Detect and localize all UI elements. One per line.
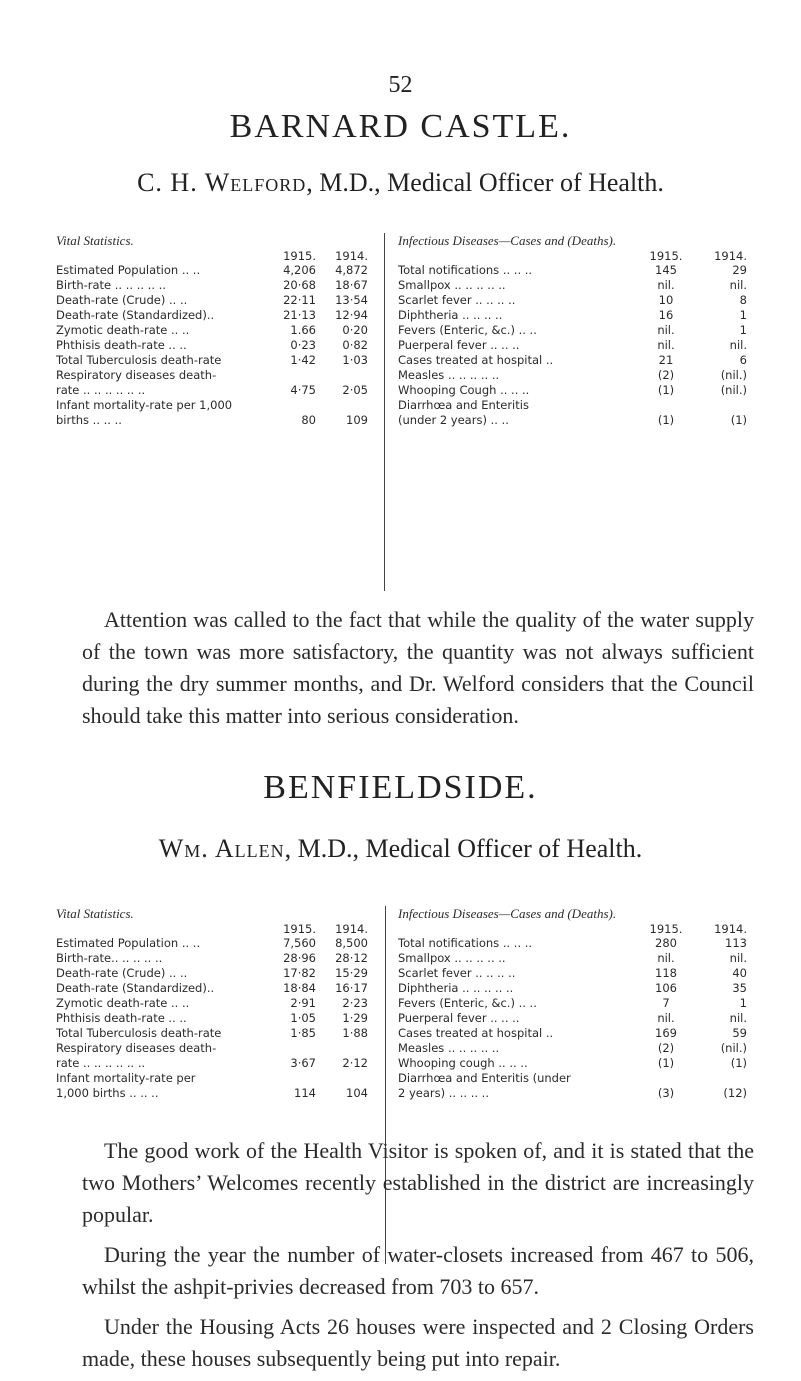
row-label: Total notifications .. .. .. xyxy=(398,263,533,277)
value-1914: 109 xyxy=(346,413,368,427)
year-header-row xyxy=(56,249,368,263)
row-label: Phthisis death-rate .. .. xyxy=(56,1011,187,1025)
table-row xyxy=(56,353,368,368)
table-row xyxy=(398,338,747,353)
value-1915: 106 xyxy=(655,981,677,995)
year-header-row xyxy=(398,249,747,263)
table-row xyxy=(56,293,368,308)
value-1915: 118 xyxy=(655,966,677,980)
value-1915: 1·42 xyxy=(290,353,316,367)
section-title-benfieldside: BENFIELDSIDE. xyxy=(263,769,538,806)
row-label: Total Tuberculosis death-rate xyxy=(56,353,222,367)
row-label: rate .. .. .. .. .. .. xyxy=(56,383,146,397)
value-1914: (12) xyxy=(723,1086,747,1100)
officer-title: , M.D., Medical Officer of Health. xyxy=(306,168,664,197)
officer-line-barnard-castle xyxy=(0,168,801,198)
table-row xyxy=(56,413,368,428)
value-1914: 2·23 xyxy=(342,996,368,1010)
row-label: Puerperal fever .. .. .. xyxy=(398,338,520,352)
value-1915: 0·23 xyxy=(290,338,316,352)
value-1915: (2) xyxy=(657,368,675,382)
value-1915: 1·05 xyxy=(290,1011,316,1025)
table-row xyxy=(398,1041,747,1056)
value-1915: 20·68 xyxy=(283,278,316,292)
row-label: Diarrhœa and Enteritis (under xyxy=(398,1071,571,1085)
value-1914: nil. xyxy=(729,1011,747,1025)
row-label: Diphtheria .. .. .. .. xyxy=(398,308,503,322)
row-label: Smallpox .. .. .. .. .. xyxy=(398,278,506,292)
row-label: 1,000 births .. .. .. xyxy=(56,1086,159,1100)
table-row xyxy=(398,353,747,368)
year-1915-header: 1915. xyxy=(283,249,316,263)
value-1914: (nil.) xyxy=(720,383,747,397)
table-row xyxy=(56,966,368,981)
value-1914: (nil.) xyxy=(720,1041,747,1055)
year-header-row xyxy=(56,922,368,936)
year-header-row xyxy=(398,922,747,936)
value-1914: 2·05 xyxy=(342,383,368,397)
table-row xyxy=(398,398,747,413)
vital-statistics-table xyxy=(56,233,368,428)
table-row xyxy=(56,936,368,951)
value-1915: (2) xyxy=(657,1041,675,1055)
value-1914: 35 xyxy=(732,981,747,995)
table-row xyxy=(56,1071,368,1086)
row-label: Smallpox .. .. .. .. .. xyxy=(398,951,506,965)
year-1915-header: 1915. xyxy=(649,922,683,936)
value-1915: 280 xyxy=(655,936,677,950)
table-row xyxy=(56,981,368,996)
table-caption: Vital Statistics. xyxy=(56,906,134,921)
row-label: Scarlet fever .. .. .. .. xyxy=(398,293,516,307)
table-row xyxy=(398,1026,747,1041)
value-1915: 1·85 xyxy=(290,1026,316,1040)
value-1914: 0·20 xyxy=(342,323,368,337)
value-1915: 2·91 xyxy=(290,996,316,1010)
row-label: Birth-rate.. .. .. .. .. xyxy=(56,951,163,965)
value-1915: 21·13 xyxy=(283,308,316,322)
vital-statistics-table xyxy=(56,906,368,1101)
officer-name: C. H. Welford xyxy=(137,168,307,197)
value-1914: 29 xyxy=(732,263,747,277)
row-label: Zymotic death-rate .. .. xyxy=(56,323,190,337)
table-row xyxy=(398,278,747,293)
paragraph-housing-acts xyxy=(82,1311,754,1375)
value-1915: 4·75 xyxy=(290,383,316,397)
value-1915: nil. xyxy=(657,278,675,292)
value-1914: 113 xyxy=(725,936,747,950)
table-row xyxy=(56,951,368,966)
value-1914: 4,872 xyxy=(335,263,368,277)
table-row xyxy=(398,1056,747,1071)
row-label: rate .. .. .. .. .. .. xyxy=(56,1056,146,1070)
table-row xyxy=(56,1086,368,1101)
table-row xyxy=(56,1026,368,1041)
table-row xyxy=(56,278,368,293)
officer-title: , M.D., Medical Officer of Health. xyxy=(284,834,643,863)
year-1914-header: 1914. xyxy=(714,249,747,263)
row-label: Puerperal fever .. .. .. xyxy=(398,1011,520,1025)
year-1915-header: 1915. xyxy=(649,249,683,263)
table-row xyxy=(398,951,747,966)
row-label: Estimated Population .. .. xyxy=(56,263,201,277)
column-divider xyxy=(384,233,385,591)
row-label: Scarlet fever .. .. .. .. xyxy=(398,966,516,980)
value-1914: 28·12 xyxy=(335,951,368,965)
table-row xyxy=(56,308,368,323)
table-row xyxy=(398,1011,747,1026)
value-1914: 1 xyxy=(739,323,747,337)
paragraph-text: During the year the number of water-closets increased from 467 to 506, whilst the ashpit-privies decreased from 703 to 657. xyxy=(82,1242,754,1299)
value-1914: 0·82 xyxy=(342,338,368,352)
row-label: Total Tuberculosis death-rate xyxy=(56,1026,222,1040)
table-row xyxy=(56,383,368,398)
page-number: 52 xyxy=(388,72,413,98)
value-1914: nil. xyxy=(729,951,747,965)
table-caption: Infectious Diseases—Cases and (Deaths). xyxy=(398,233,617,248)
value-1914: 2·12 xyxy=(342,1056,368,1070)
value-1914: (1) xyxy=(730,1056,747,1070)
value-1915: 114 xyxy=(294,1086,316,1100)
row-label: Death-rate (Crude) .. .. xyxy=(56,966,188,980)
table-row xyxy=(398,308,747,323)
value-1915: 7 xyxy=(662,996,670,1010)
value-1914: 13·54 xyxy=(335,293,368,307)
value-1915: 18·84 xyxy=(283,981,316,995)
value-1915: nil. xyxy=(657,323,675,337)
row-label: Death-rate (Standardized).. xyxy=(56,308,215,322)
table-row xyxy=(398,966,747,981)
value-1915: 1.66 xyxy=(290,323,316,337)
value-1914: nil. xyxy=(729,338,747,352)
paragraph-health-visitor xyxy=(82,1135,754,1231)
officer-line-benfieldside xyxy=(0,834,801,864)
row-label: Respiratory diseases death- xyxy=(56,368,217,382)
table-caption: Infectious Diseases—Cases and (Deaths). xyxy=(398,906,617,921)
value-1915: 80 xyxy=(301,413,316,427)
value-1914: 1 xyxy=(739,996,747,1010)
table-row xyxy=(56,323,368,338)
row-label: Death-rate (Standardized).. xyxy=(56,981,215,995)
row-label: Measles .. .. .. .. .. xyxy=(398,368,500,382)
table-row xyxy=(398,936,747,951)
value-1914: 1·88 xyxy=(342,1026,368,1040)
table-caption: Vital Statistics. xyxy=(56,233,134,248)
value-1915: 169 xyxy=(655,1026,677,1040)
table-row xyxy=(398,383,747,398)
row-label: Birth-rate .. .. .. .. .. xyxy=(56,278,166,292)
row-label: Total notifications .. .. .. xyxy=(398,936,533,950)
value-1915: 10 xyxy=(658,293,674,307)
row-label: Respiratory diseases death- xyxy=(56,1041,217,1055)
year-1915-header: 1915. xyxy=(283,922,316,936)
value-1915: 28·96 xyxy=(283,951,316,965)
table-row xyxy=(398,981,747,996)
table-row xyxy=(56,1041,368,1056)
value-1914: (nil.) xyxy=(720,368,747,382)
paragraph-water-closets xyxy=(82,1239,754,1303)
value-1914: 1·03 xyxy=(342,353,368,367)
value-1914: 1·29 xyxy=(342,1011,368,1025)
row-label: Measles .. .. .. .. .. xyxy=(398,1041,500,1055)
value-1915: nil. xyxy=(657,951,675,965)
table-row xyxy=(56,996,368,1011)
value-1914: 15·29 xyxy=(335,966,368,980)
paragraph-water-supply xyxy=(82,604,754,732)
row-label: Fevers (Enteric, &c.) .. .. xyxy=(398,996,537,1010)
value-1915: nil. xyxy=(657,1011,675,1025)
value-1915: 145 xyxy=(655,263,677,277)
officer-name: Wm. Allen xyxy=(158,834,285,863)
year-1914-header: 1914. xyxy=(335,922,368,936)
table-row xyxy=(56,1056,368,1071)
value-1914: 6 xyxy=(739,353,747,367)
value-1915: (1) xyxy=(657,383,675,397)
value-1915: (1) xyxy=(657,1056,675,1070)
value-1914: 8,500 xyxy=(335,936,368,950)
value-1915: 21 xyxy=(658,353,674,367)
table-row xyxy=(398,323,747,338)
row-label: Fevers (Enteric, &c.) .. .. xyxy=(398,323,537,337)
value-1915: 22·11 xyxy=(283,293,316,307)
value-1915: 4,206 xyxy=(283,263,316,277)
value-1914: 40 xyxy=(732,966,747,980)
row-label: 2 years) .. .. .. .. xyxy=(398,1086,489,1100)
table-row xyxy=(56,263,368,278)
row-label: (under 2 years) .. .. xyxy=(398,413,509,427)
row-label: Whooping Cough .. .. .. xyxy=(398,383,530,397)
row-label: Whooping cough .. .. .. xyxy=(398,1056,528,1070)
value-1914: (1) xyxy=(730,413,747,427)
row-label: Cases treated at hospital .. xyxy=(398,353,554,367)
value-1914: 16·17 xyxy=(335,981,368,995)
section-title-barnard-castle: BARNARD CASTLE. xyxy=(229,108,572,145)
value-1914: nil. xyxy=(729,278,747,292)
row-label: births .. .. .. xyxy=(56,413,122,427)
paragraph-text: Attention was called to the fact that while the quality of the water supply of the town was more satisfactory, the quantity was not always sufficient during the dry summer months, and Dr. Welford considers that the Council should take this matter into serious consideration. xyxy=(82,607,754,728)
value-1915: nil. xyxy=(657,338,675,352)
table-row xyxy=(398,1071,747,1086)
value-1915: 7,560 xyxy=(283,936,316,950)
row-label: Infant mortality-rate per 1,000 xyxy=(56,398,233,412)
table-row xyxy=(398,293,747,308)
value-1914: 1 xyxy=(739,308,747,322)
value-1914: 104 xyxy=(346,1086,368,1100)
paragraph-text: The good work of the Health Visitor is spoken of, and it is stated that the two Mothers’ Welcomes recently established in the district are increasingly popular. xyxy=(82,1138,754,1227)
table-row xyxy=(398,263,747,278)
table-row xyxy=(56,398,368,413)
value-1915: 3·67 xyxy=(290,1056,316,1070)
row-label: Diarrhœa and Enteritis xyxy=(398,398,529,412)
table-row xyxy=(398,996,747,1011)
value-1915: (3) xyxy=(657,1086,675,1100)
row-label: Zymotic death-rate .. .. xyxy=(56,996,190,1010)
table-row xyxy=(56,368,368,383)
row-label: Diphtheria .. .. .. .. .. xyxy=(398,981,514,995)
table-row xyxy=(398,1086,747,1101)
table-row xyxy=(56,338,368,353)
table-row xyxy=(56,1011,368,1026)
infectious-diseases-table xyxy=(398,906,747,1101)
table-row xyxy=(398,368,747,383)
row-label: Cases treated at hospital .. xyxy=(398,1026,554,1040)
paragraph-text: Under the Housing Acts 26 houses were inspected and 2 Closing Orders made, these houses subsequently being put into repair. xyxy=(82,1314,754,1371)
value-1915: (1) xyxy=(657,413,675,427)
value-1914: 8 xyxy=(739,293,747,307)
row-label: Estimated Population .. .. xyxy=(56,936,201,950)
row-label: Death-rate (Crude) .. .. xyxy=(56,293,188,307)
row-label: Phthisis death-rate .. .. xyxy=(56,338,187,352)
row-label: Infant mortality-rate per xyxy=(56,1071,196,1085)
table-row xyxy=(398,413,747,428)
value-1915: 17·82 xyxy=(283,966,316,980)
year-1914-header: 1914. xyxy=(714,922,747,936)
value-1914: 12·94 xyxy=(335,308,368,322)
year-1914-header: 1914. xyxy=(335,249,368,263)
value-1914: 18·67 xyxy=(335,278,368,292)
infectious-diseases-table xyxy=(398,233,747,428)
value-1914: 59 xyxy=(732,1026,747,1040)
value-1915: 16 xyxy=(658,308,674,322)
